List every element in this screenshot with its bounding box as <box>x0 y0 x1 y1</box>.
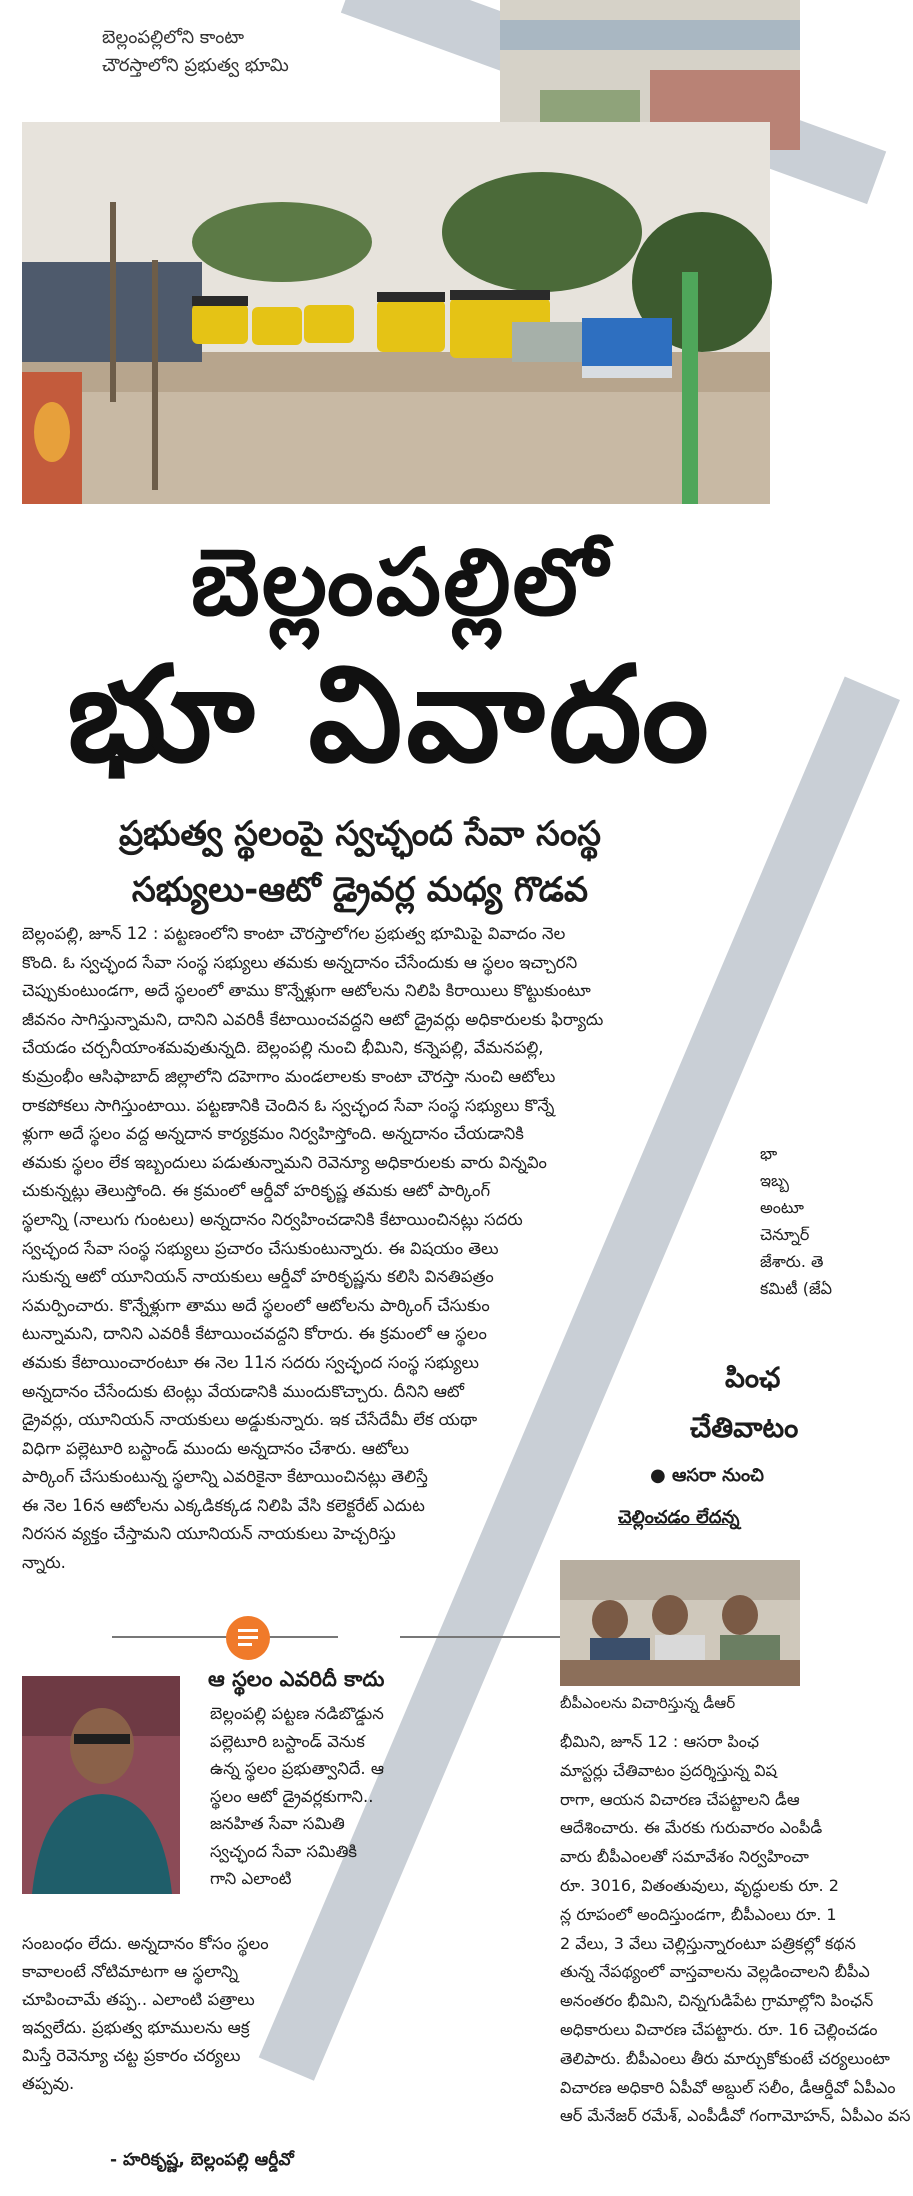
article-line: చుకున్నట్లు తెలుస్తోంది. ఈ క్రమంలో ఆర్డీవో హరికృష్ణ తమకు ఆటో పార్కింగ్ <box>22 1181 491 1201</box>
right-column-line: కమిటీ (జేఏ <box>760 1279 833 1298</box>
photo-caption-line: చౌరస్తాలోని ప్రభుత్వ భూమి <box>102 55 289 76</box>
right-story-line: విచారణ అధికారి ఏపీవో అబ్దుల్ సలీం, డీఆర్డీవో ఏపీఎం <box>560 2077 896 2097</box>
right-head-3: ● ఆసరా నుంచి <box>650 1465 764 1486</box>
official-portrait <box>22 1676 180 1894</box>
subheadline-line-2: సభ్యులు-ఆటో డ్రైవర్ల మధ్య గొడవ <box>131 870 589 910</box>
article-line: కుమ్రంభీం ఆసిఫాబాద్ జిల్లాలోని దహెగాం మండలాలకు కాంటా చౌరస్తా నుంచి ఆటోలు <box>22 1066 556 1086</box>
right-story-line: ఆదేశించారు. ఈ మేరకు గురువారం ఎంపీడీ <box>560 1818 823 1838</box>
article-line: డ్రైవర్లు, యూనియన్ నాయకులు అడ్డుకున్నారు. ఇక చేసేదేమీ లేక యథా <box>22 1410 478 1430</box>
right-head-2: చేతివాటం <box>690 1411 799 1444</box>
main-photo <box>22 122 770 504</box>
right-column-line: భా <box>760 1144 778 1163</box>
article-line: నిరసన వ్యక్తం చేస్తామని యూనియన్ నాయకులు హెచ్చరిస్తు <box>22 1524 396 1544</box>
speech-icon <box>226 1616 270 1660</box>
right-story-line: మాస్టర్లు చేతివాటం ప్రదర్శిస్తున్న విష <box>560 1760 777 1780</box>
article-line: విధిగా పల్లెటూరి బస్టాండ్ ముందు అన్నదానం చేశారు. ఆటోలు <box>22 1438 409 1458</box>
article-line: స్వచ్ఛంద సేవా సంస్థ సభ్యులు ప్రచారం చేసుకుంటున్నారు. ఈ విషయం తెలు <box>22 1238 499 1258</box>
right-story-line: 2 వేలు, 3 వేలు చెల్లిస్తున్నారంటూ పత్రికల్లో కథన <box>560 1933 856 1953</box>
right-story-line: రూ. 3016, వితంతువులు, వృద్ధులకు రూ. 2 <box>560 1875 839 1895</box>
right-story-line: అధికారులు విచారణ చేపట్టారు. రూ. 16 చెల్లించడం <box>560 2019 878 2039</box>
headline-line-1: బెల్లంపల్లిలో <box>190 529 610 636</box>
box-line: బెల్లంపల్లి పట్టణ నడిబొడ్డున <box>210 1704 384 1723</box>
article-line: టున్నామని, దానిని ఎవరికీ కేటాయించవద్దని కోరారు. ఈ క్రమంలో ఆ స్థలం <box>22 1324 487 1344</box>
photo-caption <box>102 24 362 80</box>
article-line: కొంది. ఓ స్వచ్ఛంద సేవా సంస్థ సభ్యులు తమకు అన్నదానం చేసేందుకు ఆ స్థలం ఇచ్చారని <box>22 952 578 972</box>
right-head-1: పింఛ <box>725 1361 781 1394</box>
right-story-photo <box>560 1560 800 1686</box>
right-story-line: తెలిపారు. బీపీఎంలు తీరు మార్చుకోకుంటే చర్యలుంటా <box>560 2048 890 2068</box>
box-heading: ఆ స్థలం ఎవరిదీ కాదు <box>208 1667 385 1691</box>
article-line: రాకపోకలు సాగిస్తుంటాయి. పట్టణానికి చెందిన ఓ స్వచ్ఛంద సేవా సంస్థ సభ్యులు కొన్నే <box>22 1095 555 1115</box>
right-column-line: ఇబ్బ <box>760 1171 789 1190</box>
box-signature: - హరికృష్ణ, బెల్లంపల్లి ఆర్డీవో <box>110 2150 294 2170</box>
article-line: ళ్లుగా అదే స్థలం వద్ద అన్నదాన కార్యక్రమం నిర్వహిస్తోంది. అన్నదానం చేయడానికి <box>22 1124 524 1144</box>
box-line: గాని ఎలాంటి <box>210 1869 292 1888</box>
article-line: తమకు స్థలం లేక ఇబ్బందులు పడుతున్నామని రెవెన్యూ అధికారులకు వారు విన్నవిం <box>22 1152 547 1172</box>
box-line: స్వచ్ఛంద సేవా సమితికి <box>210 1841 357 1861</box>
right-story-line: న్ల రూపంలో అందిస్తుండగా, బీపీఎంలు రూ. 1 <box>560 1904 837 1924</box>
section-divider <box>112 1636 338 1638</box>
article-line: స్థలాన్ని (నాలుగు గుంటలు) అన్నదానం నిర్వహించడానికి కేటాయించినట్లు సదరు <box>22 1209 523 1229</box>
box-text-narrow <box>210 1700 410 1893</box>
right-column-line: అంటూ <box>760 1198 804 1217</box>
article-line: సుకున్న ఆటో యూనియన్ నాయకులు ఆర్డీవో హరికృష్ణను కలిసి వినతిపత్రం <box>22 1267 494 1287</box>
box-line: తప్పవు. <box>22 2074 75 2093</box>
box-line: కావాలంటే నోటిమాటగా ఆ స్థలాన్ని <box>22 1962 239 1981</box>
right-story-body <box>560 1728 911 2131</box>
article-line: న్నారు. <box>22 1553 66 1573</box>
article-line: అన్నదానం చేసేందుకు టెంట్లు వేయడానికి ముందుకొచ్చారు. దీనిని ఆటో <box>22 1381 465 1401</box>
box-line: ఉన్న స్థలం ప్రభుత్వానిదే. ఆ <box>210 1759 385 1778</box>
article-line: సమర్పించారు. కొన్నేళ్లుగా తాము అదే స్థలంలో ఆటోలను పార్కింగ్ చేసుకుం <box>22 1295 490 1315</box>
box-line: చూపించామే తప్ప.. ఎలాంటి పత్రాలు <box>22 1990 255 2009</box>
article-line: తమకు కేటాయించారంటూ ఈ నెల 11న సదరు స్వచ్ఛంద సంస్థ సభ్యులు <box>22 1352 479 1372</box>
article-body <box>22 920 622 1578</box>
article-line: బెల్లంపల్లి, జూన్ 12 : పట్టణంలోని కాంటా చౌరస్తాలోగల ప్రభుత్వ భూమిపై వివాదం నెల <box>22 924 566 943</box>
box-line: స్థలం ఆటో డ్రైవర్లకుగాని.. <box>210 1786 374 1806</box>
box-text-wide <box>22 1930 392 2098</box>
right-story-line: తున్న నేపథ్యంలో వాస్తవాలను వెల్లడించాలని బీపీఎ <box>560 1962 870 1982</box>
right-story-line: భీమిని, జూన్ 12 : ఆసరా పింఛ <box>560 1732 760 1751</box>
right-head-4: చెల్లించడం లేదన్న <box>618 1507 740 1528</box>
article-line: పార్కింగ్ చేసుకుంటున్న స్థలాన్ని ఎవరికైనా కేటాయించినట్లు తెలిస్తే <box>22 1467 428 1487</box>
right-story-line: రాగా, ఆయన విచారణ చేపట్టాలని డీఆ <box>560 1789 800 1809</box>
right-column-top <box>760 1140 833 1302</box>
headline-line-2: భూ వివాదం <box>67 638 713 792</box>
right-photo-caption: బీపీఎంలను విచారిస్తున్న డీఆర్ <box>560 1694 736 1712</box>
right-column-line: జేశారు. తె <box>760 1252 824 1271</box>
right-story-line: అనంతరం భీమిని, చిన్నగుడిపేట గ్రామాల్లోని పింఛన్ <box>560 1991 874 2011</box>
article-line: చేయడం చర్చనీయాంశమవుతున్నది. బెల్లంపల్లి నుంచి భీమిని, కన్నెపల్లి, వేమనపల్లి, <box>22 1038 544 1058</box>
box-line: మిస్తే రెవెన్యూ చట్ట ప్రకారం చర్యలు <box>22 2046 241 2065</box>
article-line: జీవనం సాగిస్తున్నామని, దానిని ఎవరికీ కేటాయించవద్దని ఆటో డ్రైవర్లు అధికారులకు ఫిర్యాదు <box>22 1009 604 1029</box>
box-line: ఇవ్వలేదు. ప్రభుత్వ భూములను ఆక్ర <box>22 2018 250 2037</box>
box-line: సంబంధం లేదు. అన్నదానం కోసం స్థలం <box>22 1934 269 1953</box>
right-story-line: వారు బీపీఎంలతో సమావేశం నిర్వహించా <box>560 1847 809 1867</box>
article-line: ఈ నెల 16న ఆటోలను ఎక్కడికక్కడ నిలిపి వేసి కలెక్టరేట్ ఎదుట <box>22 1495 425 1515</box>
photo-caption-line: బెల్లంపల్లిలోని కాంటా <box>102 27 245 48</box>
box-line: జనహిత సేవా సమితి <box>210 1814 345 1833</box>
right-story-line: ఆర్ మేనేజర్ రమేశ్, ఎంపీడీవో గంగామోహన్, ఏపీఎం వస <box>560 2106 911 2126</box>
article-line: చెప్పుకుంటుండగా, అదే స్థలంలో తాము కొన్నేళ్లుగా ఆటోలను నిలిపి కిరాయిలు కొట్టుకుంటూ <box>22 981 591 1001</box>
right-column-line: చెన్నూర్ <box>760 1225 810 1244</box>
box-line: పల్లెటూరి బస్టాండ్ వెనుక <box>210 1731 365 1751</box>
subheadline-line-1: ప్రభుత్వ స్థలంపై స్వచ్ఛంద సేవా సంస్థ <box>118 814 602 854</box>
